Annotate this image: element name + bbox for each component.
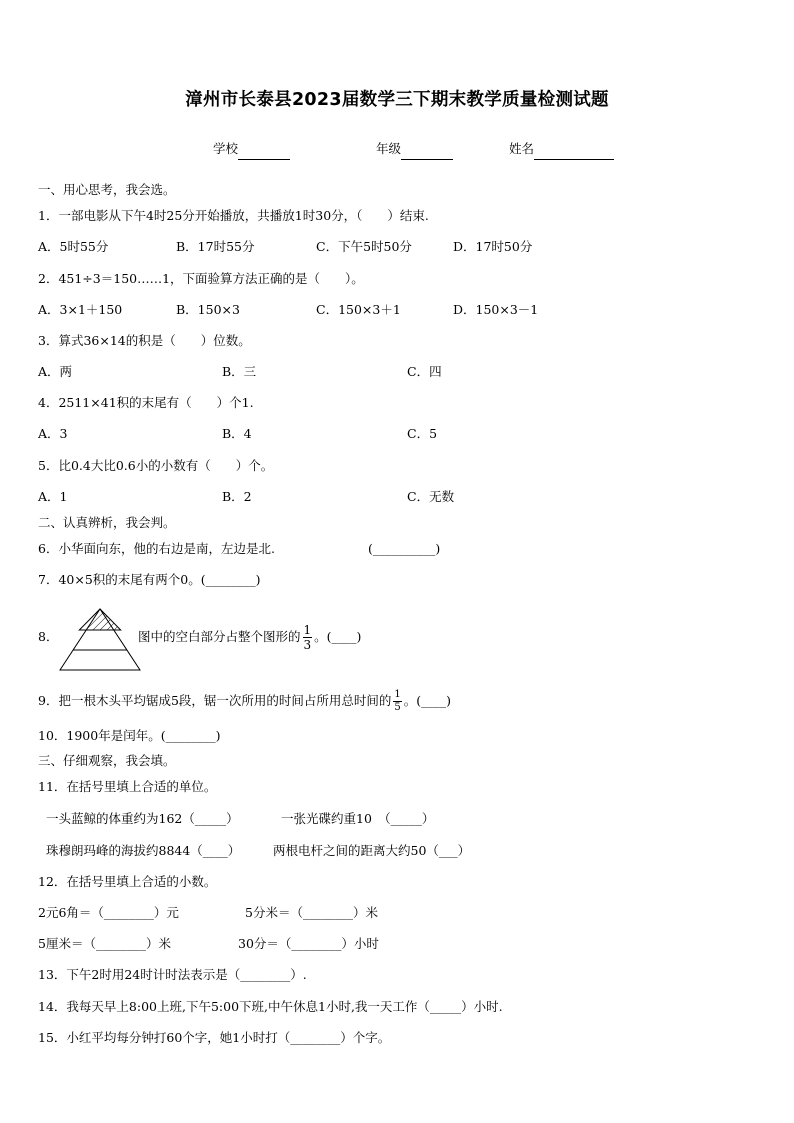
- q2-option-a[interactable]: A．3×1＋150: [38, 302, 123, 317]
- q8-blank[interactable]: 。(____): [314, 629, 362, 644]
- q1-option-b[interactable]: B．17时55分: [176, 239, 255, 254]
- school-blank[interactable]: [238, 139, 290, 160]
- question-15: 15．小红平均每分钟打60个字，她1小时打（________）个字。: [38, 1030, 391, 1045]
- question-6: 6．小华面向东，他的右边是南，左边是北.: [38, 541, 275, 556]
- question-2: 2．451÷3＝150……1，下面验算方法正确的是（ ）。: [38, 271, 364, 286]
- question-3: 3．算式36×14的积是（ ）位数。: [38, 333, 251, 348]
- q8-text: 图中的空白部分占整个图形的: [138, 629, 301, 644]
- school-label: 学校: [213, 141, 239, 156]
- question-12: 12．在括号里填上合适的小数。: [38, 874, 217, 889]
- grade-field: [376, 139, 453, 160]
- question-13: 13．下午2时用24时计时法表示是（________）.: [38, 967, 307, 982]
- question-10: 10．1900年是闰年。(________): [38, 728, 221, 743]
- question-4: 4．2511×41积的末尾有（ ）个1.: [38, 395, 254, 410]
- question-1: 1．一部电影从下午4时25分开始播放，共播放1时30分，（ ）结束.: [38, 208, 429, 223]
- q4-option-a[interactable]: A．3: [38, 426, 68, 441]
- q8-number: 8．: [38, 629, 59, 644]
- q5-option-a[interactable]: A．1: [38, 489, 68, 504]
- q11-item-pole[interactable]: 两根电杆之间的距离大约50（___）: [273, 843, 471, 858]
- section-3-heading: 三、仔细观察，我会填。: [38, 753, 176, 768]
- question-11: 11．在括号里填上合适的单位。: [38, 779, 217, 794]
- grade-label: 年级: [376, 141, 402, 156]
- question-5: 5．比0.4大比0.6小的小数有（ ）个。: [38, 458, 274, 473]
- q2-option-d[interactable]: D．150×3－1: [453, 302, 539, 317]
- name-blank[interactable]: [534, 139, 614, 160]
- q1-option-a[interactable]: A．5时55分: [38, 239, 109, 254]
- section-2-heading: 二、认真辨析，我会判。: [38, 515, 176, 530]
- q9-text: 9．把一根木头平均锯成5段，锯一次所用的时间占所用总时间的: [38, 693, 392, 708]
- q12-item-centimeter[interactable]: 5厘米＝（________）米: [38, 936, 171, 951]
- q12-item-yuan[interactable]: 2元6角＝（________）元: [38, 905, 179, 920]
- q2-option-c[interactable]: C．150×3＋1: [316, 302, 401, 317]
- q6-answer-blank[interactable]: (__________): [368, 541, 441, 556]
- question-8: [138, 619, 361, 655]
- school-field: [213, 139, 290, 160]
- q12-item-minutes[interactable]: 30分＝（________）小时: [238, 936, 379, 951]
- question-9: [38, 683, 451, 719]
- q11-item-disc[interactable]: 一张光碟约重10 （_____）: [281, 811, 435, 826]
- q5-option-b[interactable]: B．2: [222, 489, 252, 504]
- section-1-heading: 一、用心思考，我会选。: [38, 182, 176, 197]
- fraction-one-fifth: $\frac{1}{5}$: [394, 689, 401, 713]
- q11-item-whale[interactable]: 一头蓝鲸的体重约为162（_____）: [46, 811, 239, 826]
- name-label: 姓名: [509, 141, 535, 156]
- q9-blank[interactable]: 。(____): [403, 693, 452, 708]
- fraction-one-third: $\frac{1}{3}$: [303, 623, 312, 652]
- q3-option-a[interactable]: A．两: [38, 364, 73, 379]
- triangle-figure: [58, 608, 142, 672]
- q12-item-decimeter[interactable]: 5分米＝（________）米: [245, 905, 378, 920]
- q4-option-b[interactable]: B．4: [222, 426, 252, 441]
- question-14: 14．我每天早上8:00上班,下午5:00下班,中午休息1小时,我一天工作（_____）小时.: [38, 999, 503, 1014]
- q2-option-b[interactable]: B．150×3: [176, 302, 240, 317]
- page-title: 漳州市长泰县2023届数学三下期末教学质量检测试题: [185, 90, 609, 110]
- q5-option-c[interactable]: C．无数: [407, 489, 455, 504]
- q11-item-everest[interactable]: 珠穆朗玛峰的海拔约8844（____）: [46, 843, 241, 858]
- name-field: [509, 139, 614, 160]
- q1-option-c[interactable]: C．下午5时50分: [316, 239, 412, 254]
- q3-option-c[interactable]: C．四: [407, 364, 442, 379]
- q3-option-b[interactable]: B．三: [222, 364, 257, 379]
- q4-option-c[interactable]: C．5: [407, 426, 438, 441]
- grade-blank[interactable]: [401, 139, 453, 160]
- hatched-top-region: [79, 609, 120, 630]
- q1-option-d[interactable]: D．17时50分: [453, 239, 533, 254]
- question-7: 7．40×5积的末尾有两个0。(________): [38, 572, 261, 587]
